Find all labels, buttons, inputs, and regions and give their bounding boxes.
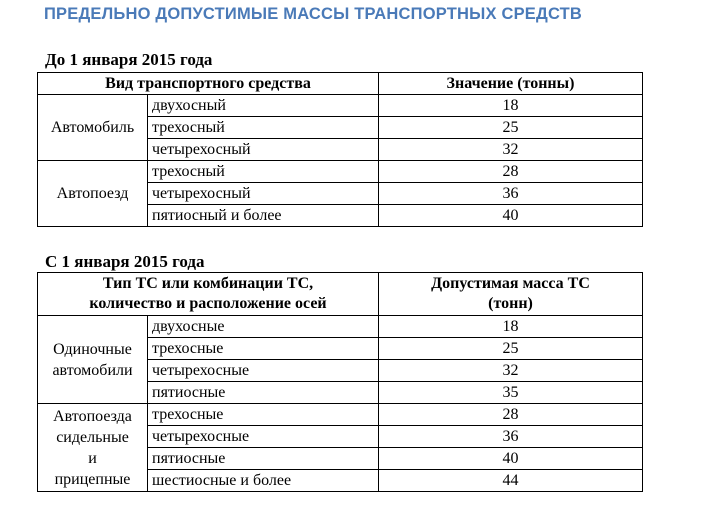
column-header-value: Значение (тонны) [379, 73, 643, 95]
group-label-line: Автопоезда [53, 407, 132, 425]
axle-type-cell: четырехосные [148, 426, 379, 448]
group-label-line: и [88, 449, 97, 467]
mass-value-cell: 44 [379, 470, 643, 492]
table-header-row [38, 73, 643, 95]
header-line: количество и расположение осей [89, 295, 327, 312]
column-header-vehicle-type: Вид транспортного средства [38, 73, 379, 95]
mass-value-cell: 18 [379, 95, 643, 117]
axle-type-cell: трехосный [148, 117, 379, 139]
axle-type-cell: шестиосные и более [148, 470, 379, 492]
group-label: Автопоезд [38, 161, 148, 227]
table-row [38, 404, 643, 426]
group-label: Автомобиль [38, 95, 148, 161]
mass-value-cell: 35 [379, 382, 643, 404]
axle-type-cell: трехосные [148, 404, 379, 426]
mass-value-cell: 32 [379, 360, 643, 382]
header-line: (тонн) [488, 295, 533, 312]
page-title: ПРЕДЕЛЬНО ДОПУСТИМЫЕ МАССЫ ТРАНСПОРТНЫХ СРЕДСТВ [44, 5, 583, 23]
table-row [38, 161, 643, 183]
mass-value-cell: 28 [379, 404, 643, 426]
axle-type-cell: четырехосный [148, 139, 379, 161]
header-line: Тип ТС или комбинации ТС, [102, 275, 314, 292]
table-before-2015 [37, 72, 643, 227]
group-label-line: прицепные [54, 470, 131, 488]
table-after-2015 [37, 272, 643, 492]
table-row [38, 95, 643, 117]
mass-value-cell: 18 [379, 316, 643, 338]
mass-value-cell: 25 [379, 338, 643, 360]
table-row [38, 316, 643, 338]
mass-value-cell: 40 [379, 205, 643, 227]
group-label [38, 404, 148, 492]
axle-type-cell: трехосный [148, 161, 379, 183]
axle-type-cell: двухосный [148, 95, 379, 117]
mass-value-cell: 32 [379, 139, 643, 161]
axle-type-cell: пятиосный и более [148, 205, 379, 227]
axle-type-cell: пятиосные [148, 382, 379, 404]
axle-type-cell: четырехосные [148, 360, 379, 382]
table-header-row [38, 273, 643, 316]
axle-type-cell: трехосные [148, 338, 379, 360]
column-header-allowed-mass [379, 273, 643, 316]
mass-value-cell: 25 [379, 117, 643, 139]
mass-value-cell: 28 [379, 161, 643, 183]
header-line: Допустимая масса ТС [431, 275, 590, 292]
section-heading-before-2015: До 1 января 2015 года [45, 50, 213, 69]
group-label-line: Одиночные [53, 340, 132, 358]
group-label-line: автомобили [52, 361, 133, 379]
axle-type-cell: пятиосные [148, 448, 379, 470]
mass-value-cell: 40 [379, 448, 643, 470]
section-heading-after-2015: С 1 января 2015 года [45, 252, 205, 271]
axle-type-cell: двухосные [148, 316, 379, 338]
mass-value-cell: 36 [379, 426, 643, 448]
column-header-vehicle-type [38, 273, 379, 316]
group-label [38, 316, 148, 404]
axle-type-cell: четырехосный [148, 183, 379, 205]
mass-value-cell: 36 [379, 183, 643, 205]
group-label-line: сидельные [56, 428, 129, 446]
